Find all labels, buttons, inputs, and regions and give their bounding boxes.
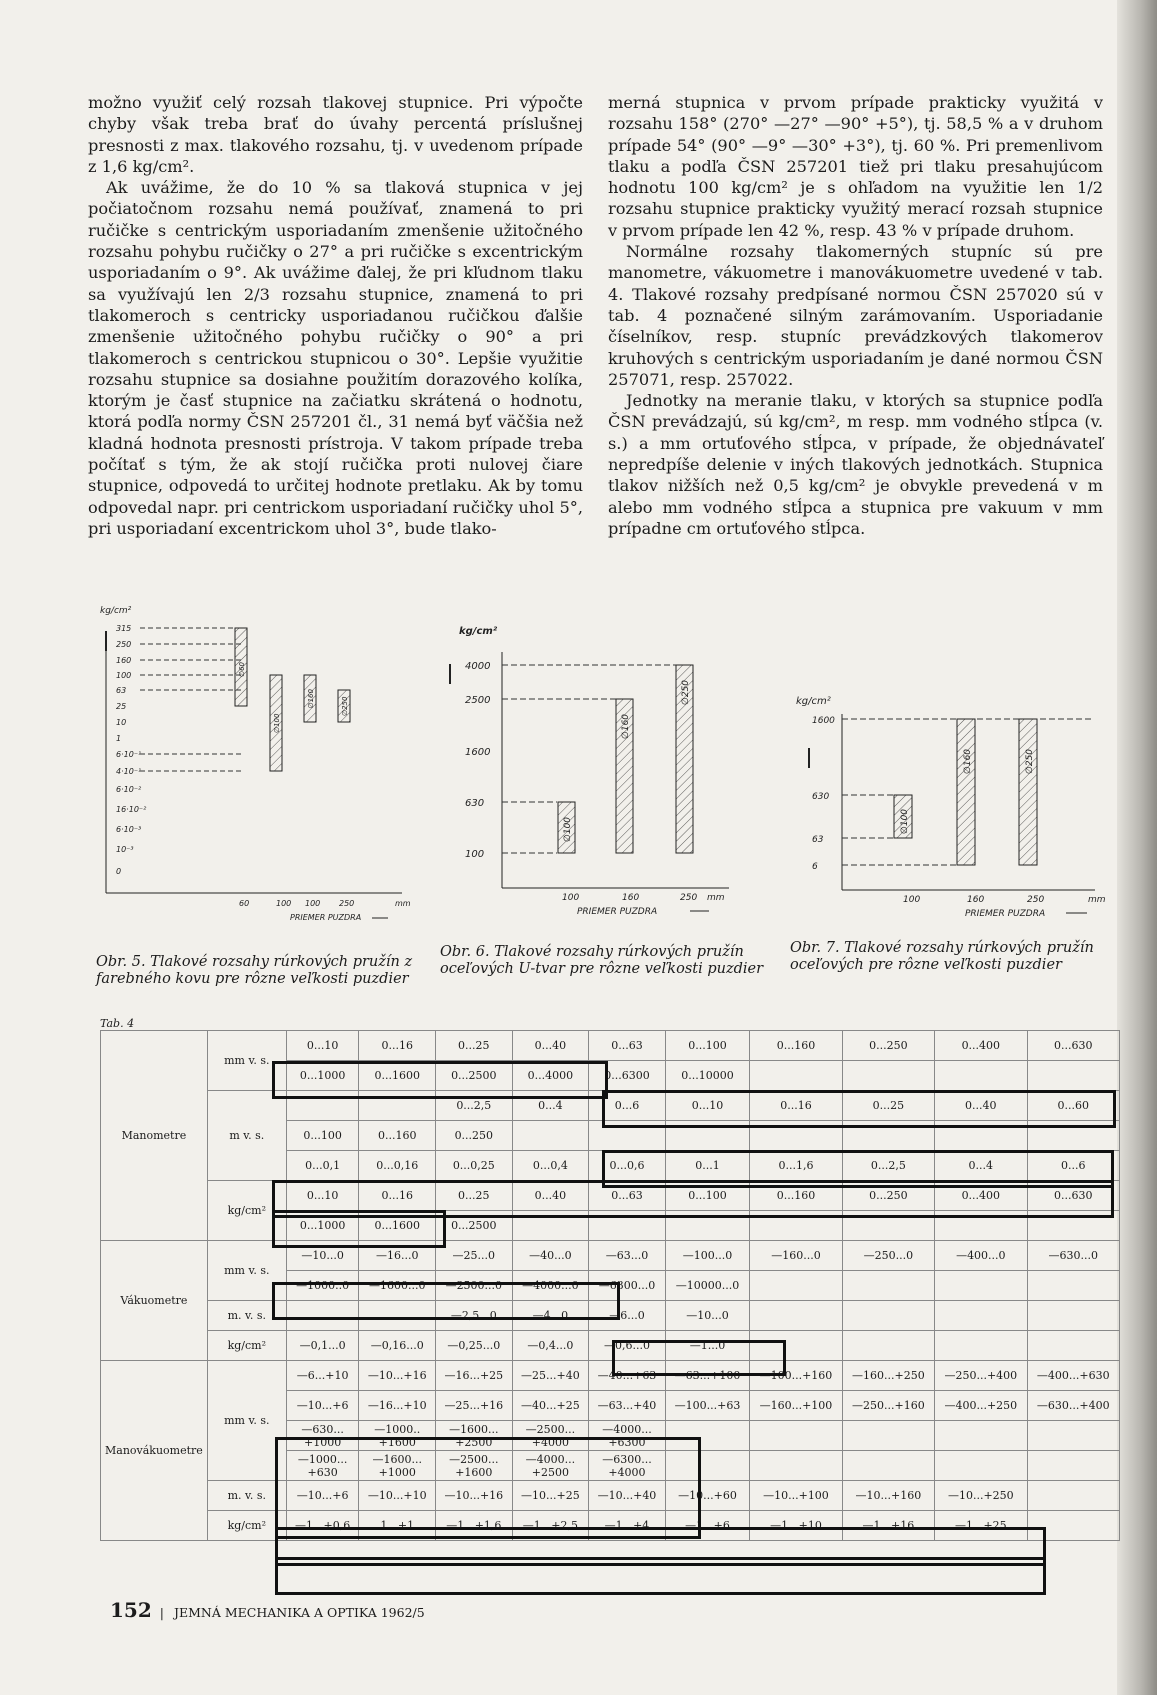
figure-5-caption: Obr. 5. Tlakové rozsahy rúrkových pružín z farebného kovu pre rôzne veľkosti puzdier	[96, 954, 413, 987]
table-cell: —1000..0	[286, 1271, 359, 1301]
y-tick-label: 100	[465, 849, 485, 860]
table-cell: —0,6...0	[589, 1331, 666, 1361]
table-cell	[750, 1301, 842, 1331]
table-cell	[935, 1331, 1027, 1361]
table-cell	[589, 1211, 666, 1241]
page-edge-shadow	[1117, 0, 1157, 1695]
table-cell	[935, 1421, 1027, 1451]
table-cell: —2500... +1600	[436, 1451, 513, 1481]
table-cell	[750, 1121, 842, 1151]
table-cell: 0...6	[589, 1091, 666, 1121]
figure-7	[790, 690, 1120, 920]
standard-range-frame	[275, 1557, 1046, 1595]
table-label: Tab. 4	[100, 1017, 135, 1030]
bar-label: ∅160	[963, 748, 973, 774]
table-cell: —10...+16	[359, 1361, 436, 1391]
table-cell	[512, 1121, 589, 1151]
table-cell: —250...+160	[842, 1391, 934, 1421]
table-cell: —10...+250	[935, 1481, 1027, 1511]
table-cell	[750, 1061, 842, 1091]
y-tick-label: 25	[116, 702, 127, 711]
y-tick-label: 1600	[812, 716, 835, 726]
y-tick-label: 4·10⁻¹	[116, 767, 142, 776]
x-tick-label: 60	[239, 899, 250, 908]
y-tick-label: 63	[116, 686, 127, 695]
table-cell: 0...0,16	[359, 1151, 436, 1181]
figure-7-chart	[790, 690, 1120, 920]
table-cell: 0...250	[842, 1181, 934, 1211]
unit-label: m v. s.	[207, 1091, 286, 1181]
y-tick-label: 4000	[465, 661, 491, 672]
table-cell: —40...0	[512, 1241, 589, 1271]
table-cell: 0...630	[1027, 1031, 1119, 1061]
x-tick-label: 160	[622, 893, 640, 903]
table-cell: —400...0	[935, 1241, 1027, 1271]
paragraph: Ak uvážime, že do 10 % sa tlaková stupnica v jej počiatočnom rozsahu nemá používať, znamená to pri ručičke s centrickým usporiadaním zmenšenie užitočného rozsahu pohybu ručičky o 27° a pri ručičke s excentrickým usporiadaním o 9°. Ak uvážime ďalej, že pri kľudnom tlaku sa využívajú len 2/3 rozsahu stupnice, znamená to pri tlakomeroch s centricky usporiadanou ručičkou ďalšie zmenšenie užitočného pohybu ručičky o 90° a pri tlakomeroch s centrickou stupnicou o 30°. Lepšie využitie rozsahu stupnice sa dosiahne použitím dorazového kolíka, ktorým je časť stupnice na začiatku skrátená o hodnotu, ktorá podľa normy ČSN 257201 čl., 31 nemá byť väčšia než kladná hodnota presnosti prístroja. V takom prípade treba počítať s tým, že ak stojí ručička proti nulovej čiare stupnice, odpovedá to určitej hodnote pretlaku. Ak by tomu odpovedal napr. pri centrickom usporiadaní ručičky uhol 5°, pri usporiadaní excentrickom uhol 3°, bude tlako-	[88, 178, 583, 538]
y-tick-label: 2500	[465, 695, 491, 706]
x-tick-label: 100	[562, 893, 580, 903]
table-cell: —1000... +630	[286, 1451, 359, 1481]
table-cell	[1027, 1061, 1119, 1091]
x-tick-label: 250	[1027, 895, 1045, 905]
bar-label: ∅160	[307, 689, 315, 709]
table-cell: 0...25	[436, 1181, 513, 1211]
table-cell: 0...1000	[286, 1061, 359, 1091]
y-tick-label: 0	[116, 867, 122, 876]
x-tick-label: 100	[276, 899, 292, 908]
table-cell	[1027, 1121, 1119, 1151]
table-cell: 0...160	[750, 1181, 842, 1211]
table-cell	[589, 1121, 666, 1151]
row-group-label: Vákuometre	[101, 1241, 208, 1361]
table-cell: —1600... +2500	[436, 1421, 513, 1451]
table-cell: 0...25	[842, 1091, 934, 1121]
unit-label: m. v. s.	[207, 1301, 286, 1331]
table-row	[101, 1361, 1120, 1391]
table-4	[100, 1030, 1120, 1541]
table-cell: —1...+25	[935, 1511, 1027, 1541]
table-cell: —160...0	[750, 1241, 842, 1271]
table-cell	[665, 1451, 750, 1481]
table-cell: 0...16	[750, 1091, 842, 1121]
x-tick-label: 160	[967, 895, 985, 905]
y-tick-label: 160	[116, 656, 132, 665]
y-tick-label: 6·10⁻³	[116, 825, 142, 834]
table-cell	[935, 1301, 1027, 1331]
journal-name: JEMNÁ MECHANIKA A OPTIKA 1962/5	[173, 1605, 425, 1620]
chart-marks	[465, 661, 697, 903]
table-cell: —6300...0	[589, 1271, 666, 1301]
table-cell: —2500... +4000	[512, 1421, 589, 1451]
table-cell	[935, 1211, 1027, 1241]
x-axis-title: PRIEMER PUZDRA	[577, 907, 658, 917]
table-cell: 0...400	[935, 1181, 1027, 1211]
separator: |	[159, 1605, 164, 1620]
table-cell: —4000...0	[512, 1271, 589, 1301]
x-unit: mm	[707, 893, 725, 903]
table-cell	[1027, 1301, 1119, 1331]
table-row	[101, 1181, 1120, 1211]
table-cell: —10...+60	[665, 1481, 750, 1511]
range-bar	[1019, 719, 1037, 865]
y-tick-label: 6·10⁻²	[116, 785, 142, 794]
y-unit-label: kg/cm²	[459, 626, 498, 637]
table-cell: 0...2500	[436, 1061, 513, 1091]
bar-label: ∅100	[900, 808, 910, 834]
table-cell: —63...+40	[589, 1391, 666, 1421]
table-cell: 0...4000	[512, 1061, 589, 1091]
table-cell	[750, 1331, 842, 1361]
table-cell	[1027, 1451, 1119, 1481]
y-tick-labels	[116, 624, 147, 876]
table-cell: 0...6300	[589, 1061, 666, 1091]
table-cell: —100...0	[665, 1241, 750, 1271]
chart-marks	[812, 716, 1094, 905]
table-row	[101, 1091, 1120, 1121]
page-number: 152	[110, 1598, 152, 1622]
table-cell	[1027, 1511, 1119, 1541]
figure-6-chart	[447, 612, 757, 922]
table-cell: —25...0	[436, 1241, 513, 1271]
table-cell: —2500...0	[436, 1271, 513, 1301]
table-cell: 0...250	[842, 1031, 934, 1061]
table-cell: 1...+1	[359, 1511, 436, 1541]
bar-label: ∅250	[681, 679, 691, 705]
table-cell: 0...0,4	[512, 1151, 589, 1181]
table-cell: —400...+250	[935, 1391, 1027, 1421]
table-cell: —10...0	[665, 1301, 750, 1331]
table-cell	[842, 1331, 934, 1361]
table-cell: 0...63	[589, 1181, 666, 1211]
table-cell: —1...+16	[842, 1511, 934, 1541]
bar-label: ∅60	[238, 661, 246, 677]
table-cell: 0...40	[935, 1091, 1027, 1121]
table-cell: —63...+100	[665, 1361, 750, 1391]
table-cell: —630...+400	[1027, 1391, 1119, 1421]
row-group-label: Manovákuometre	[101, 1361, 208, 1541]
x-tick-label: 250	[680, 893, 698, 903]
table-cell	[286, 1091, 359, 1121]
row-group-label: Manometre	[101, 1031, 208, 1241]
table-cell: —1...+2,5	[512, 1511, 589, 1541]
table-cell	[842, 1271, 934, 1301]
table-cell	[935, 1451, 1027, 1481]
table-cell: —1...+0,6	[286, 1511, 359, 1541]
table-cell: —250...0	[842, 1241, 934, 1271]
x-tick-label: 250	[339, 899, 355, 908]
y-tick-label: 315	[116, 624, 132, 633]
y-tick-label: 100	[116, 671, 132, 680]
left-text-column	[88, 92, 583, 539]
table-cell: —1...+1,6	[436, 1511, 513, 1541]
table-cell: —400...+630	[1027, 1361, 1119, 1391]
paragraph: Jednotky na meranie tlaku, v ktorých sa stupnice podľa ČSN prevádzajú, sú kg/cm², m resp. mm vodného stĺpca (v. s.) a mm ortuťového stĺpca, v prípade, že objednávateľ nepredpíše delenie v iných tlakových jednotkách. Stupnica tlakov nižších než 0,5 kg/cm² je obvykle prevedená v m alebo mm vodného stĺpca a stupnica pre vakuum v mm prípadne cm ortuťového stĺpca.	[608, 391, 1103, 538]
table-cell: —16...+25	[436, 1361, 513, 1391]
table-cell	[359, 1091, 436, 1121]
table-cell: —25...+16	[436, 1391, 513, 1421]
table-row	[101, 1331, 1120, 1361]
figure-6	[447, 612, 757, 922]
table-cell	[750, 1451, 842, 1481]
table-cell: 0...0,25	[436, 1151, 513, 1181]
table-cell: —250...+400	[935, 1361, 1027, 1391]
table-cell	[935, 1271, 1027, 1301]
table-cell: —1...+4	[589, 1511, 666, 1541]
unit-label: mm v. s.	[207, 1241, 286, 1301]
table-cell	[665, 1421, 750, 1451]
table-cell: 0...160	[750, 1031, 842, 1061]
table-cell: 0...1600	[359, 1211, 436, 1241]
table-cell: —16...0	[359, 1241, 436, 1271]
table-row	[101, 1301, 1120, 1331]
table-cell: 0...10	[665, 1091, 750, 1121]
paragraph: Normálne rozsahy tlakomerných stupníc sú pre manometre, vákuometre i manovákuometre uvedené v tab. 4. Tlakové rozsahy predpísané normou ČSN 257020 sú v tab. 4 poznačené silným zarámovaním. Usporiadanie číselníkov, resp. stupníc prevádzkových tlakomerov kruhových s centrickým usporiadaním je dané normou ČSN 257071, resp. 257022.	[608, 242, 1103, 389]
table-cell: —10...+6	[286, 1481, 359, 1511]
table-row	[101, 1241, 1120, 1271]
table-cell: —2,5...0	[436, 1301, 513, 1331]
table-cell	[750, 1271, 842, 1301]
bar-label: ∅250	[1025, 748, 1035, 774]
table-cell: —4...0	[512, 1301, 589, 1331]
bars	[235, 628, 350, 771]
x-axis-title: PRIEMER PUZDRA	[290, 913, 362, 922]
gridlines	[140, 628, 244, 771]
table-cell	[842, 1061, 934, 1091]
bar-label: ∅250	[341, 696, 349, 716]
table-cell: 0...16	[359, 1181, 436, 1211]
table-cell: 0...1000	[286, 1211, 359, 1241]
table-cell: 0...250	[436, 1121, 513, 1151]
table-cell: —0,4...0	[512, 1331, 589, 1361]
table-cell: —10...+10	[359, 1481, 436, 1511]
y-tick-label: 6	[812, 862, 818, 872]
table-cell	[1027, 1421, 1119, 1451]
table-cell	[1027, 1271, 1119, 1301]
table-cell: —10000...0	[665, 1271, 750, 1301]
y-unit-label: kg/cm²	[100, 606, 132, 616]
table-cell: —10...+16	[436, 1481, 513, 1511]
table-cell	[512, 1211, 589, 1241]
table-cell: 0...60	[1027, 1091, 1119, 1121]
x-unit: mm	[395, 899, 411, 908]
unit-label: mm v. s.	[207, 1361, 286, 1481]
y-tick-label: 1600	[465, 747, 491, 758]
table-cell: 0...4	[935, 1151, 1027, 1181]
bar-label: ∅100	[273, 713, 281, 733]
table-cell: —40...+63	[589, 1361, 666, 1391]
table-cell: 0...100	[665, 1031, 750, 1061]
table-cell: 0...630	[1027, 1181, 1119, 1211]
x-unit: mm	[1088, 895, 1106, 905]
table-cell: —6...0	[589, 1301, 666, 1331]
bar-label: ∅100	[563, 816, 573, 842]
table-cell: —63...0	[589, 1241, 666, 1271]
table-cell: —630... +1000	[286, 1421, 359, 1451]
table-row	[101, 1031, 1120, 1061]
table-cell	[286, 1301, 359, 1331]
table-cell: 0...2500	[436, 1211, 513, 1241]
table-cell: —10...+100	[750, 1481, 842, 1511]
figure-6-caption: Obr. 6. Tlakové rozsahy rúrkových pružín oceľových U-tvar pre rôzne veľkosti puzdier	[440, 944, 764, 977]
table-cell	[935, 1061, 1027, 1091]
table-row	[101, 1481, 1120, 1511]
unit-label: kg/cm²	[207, 1181, 286, 1241]
table-cell: 0...6	[1027, 1151, 1119, 1181]
table-cell: —160...+250	[842, 1361, 934, 1391]
table-cell: —1...+10	[750, 1511, 842, 1541]
table-cell: —25...+40	[512, 1361, 589, 1391]
table-cell	[842, 1451, 934, 1481]
table-cell: —6300... +4000	[589, 1451, 666, 1481]
y-tick-label: 16·10⁻²	[116, 805, 147, 814]
figure-5-chart	[92, 605, 422, 925]
table-cell: —1...0	[665, 1331, 750, 1361]
table-cell: 0...0,6	[589, 1151, 666, 1181]
range-bar	[957, 719, 975, 865]
unit-label: mm v. s.	[207, 1031, 286, 1091]
table-cell: —100...+160	[750, 1361, 842, 1391]
table-cell	[1027, 1331, 1119, 1361]
table-cell: —100...+63	[665, 1391, 750, 1421]
table-cell: —16...+10	[359, 1391, 436, 1421]
figure-5	[92, 605, 422, 925]
table-cell: 0...100	[665, 1181, 750, 1211]
table-cell: —4000... +2500	[512, 1451, 589, 1481]
table-cell: —1...+6	[665, 1511, 750, 1541]
table-cell: —1600...0	[359, 1271, 436, 1301]
table-row	[101, 1511, 1120, 1541]
table-cell: 0...40	[512, 1031, 589, 1061]
table-cell: —10...+160	[842, 1481, 934, 1511]
y-tick-label: 6·10⁻¹	[116, 750, 142, 759]
x-tick-labels	[239, 899, 354, 908]
paragraph: merná stupnica v prvom prípade prakticky využitá v rozsahu 158° (270° —27° —90° +5°), tj. 58,5 % a v druhom prípade 54° (90° —9° —30° +3°), tj. 60 %. Pri premenlivom tlaku a podľa ČSN 257201 tiež pri tlaku presahujúcom hodnotu 100 kg/cm² je s ohľadom na využitie len 1/2 rozsahu stupnice prakticky využitý merací rozsah stupnice v prvom prípade len 42 %, resp. 43 % v prípade druhom.	[608, 93, 1103, 240]
table-cell: —10...+25	[512, 1481, 589, 1511]
table-cell	[750, 1421, 842, 1451]
table-cell: —10...0	[286, 1241, 359, 1271]
page-footer	[110, 1598, 425, 1622]
table-cell	[842, 1301, 934, 1331]
table-cell: —160...+100	[750, 1391, 842, 1421]
table-cell: —0,1...0	[286, 1331, 359, 1361]
table-cell: 0...63	[589, 1031, 666, 1061]
table-cell	[359, 1301, 436, 1331]
table-cell	[1027, 1481, 1119, 1511]
table-cell: 0...100	[286, 1121, 359, 1151]
table-cell: 0...10	[286, 1181, 359, 1211]
paragraph: možno využiť celý rozsah tlakovej stupnice. Pri výpočte chyby však treba brať do úvahy percentá príslušnej presnosti z max. tlakového rozsahu, tj. v uvedenom prípade z 1,6 kg/cm².	[88, 93, 583, 176]
table-cell: —6...+10	[286, 1361, 359, 1391]
table-cell	[842, 1121, 934, 1151]
table-cell: —40...+25	[512, 1391, 589, 1421]
table-cell	[750, 1211, 842, 1241]
table-cell: 0...1	[665, 1151, 750, 1181]
table-cell: —0,16...0	[359, 1331, 436, 1361]
y-tick-label: 630	[465, 798, 485, 809]
table-cell: 0...160	[359, 1121, 436, 1151]
table-cell: —10...+40	[589, 1481, 666, 1511]
table-cell: 0...400	[935, 1031, 1027, 1061]
x-axis-title: PRIEMER PUZDRA	[965, 909, 1046, 919]
unit-label: kg/cm²	[207, 1511, 286, 1541]
table-cell: —0,25...0	[436, 1331, 513, 1361]
y-tick-label: 10	[116, 718, 127, 727]
right-text-column	[608, 92, 1103, 539]
table-cell: 0...2,5	[842, 1151, 934, 1181]
table-cell: 0...16	[359, 1031, 436, 1061]
y-tick-label: 1	[116, 734, 122, 743]
y-tick-label: 630	[812, 792, 830, 802]
y-tick-label: 10⁻³	[116, 845, 134, 854]
table-cell: 0...10	[286, 1031, 359, 1061]
x-tick-label: 100	[305, 899, 321, 908]
table-cell	[665, 1121, 750, 1151]
table-cell: 0...0,1	[286, 1151, 359, 1181]
x-tick-label: 100	[903, 895, 921, 905]
y-tick-label: 250	[116, 640, 132, 649]
unit-label: kg/cm²	[207, 1331, 286, 1361]
table-cell: 0...40	[512, 1181, 589, 1211]
table-cell: 0...1600	[359, 1061, 436, 1091]
table-cell: 0...10000	[665, 1061, 750, 1091]
table-cell: 0...25	[436, 1031, 513, 1061]
table-cell	[665, 1211, 750, 1241]
figure-7-caption: Obr. 7. Tlakové rozsahy rúrkových pružín oceľových pre rôzne veľkosti puzdier	[790, 940, 1094, 973]
table-cell: —630...0	[1027, 1241, 1119, 1271]
table-cell: 0...4	[512, 1091, 589, 1121]
table-cell	[842, 1421, 934, 1451]
table-cell: —4000... +6300	[589, 1421, 666, 1451]
table-cell: —1600... +1000	[359, 1451, 436, 1481]
table-cell: 0...2,5	[436, 1091, 513, 1121]
table-cell: —10...+6	[286, 1391, 359, 1421]
y-tick-label: 63	[812, 835, 824, 845]
table-cell	[1027, 1211, 1119, 1241]
table-cell	[842, 1211, 934, 1241]
y-unit-label: kg/cm²	[796, 696, 831, 707]
table-cell: 0...1,6	[750, 1151, 842, 1181]
table-cell: —1000.. +1600	[359, 1421, 436, 1451]
bar-label: ∅160	[621, 713, 631, 739]
unit-label: m. v. s.	[207, 1481, 286, 1511]
table-cell	[935, 1121, 1027, 1151]
